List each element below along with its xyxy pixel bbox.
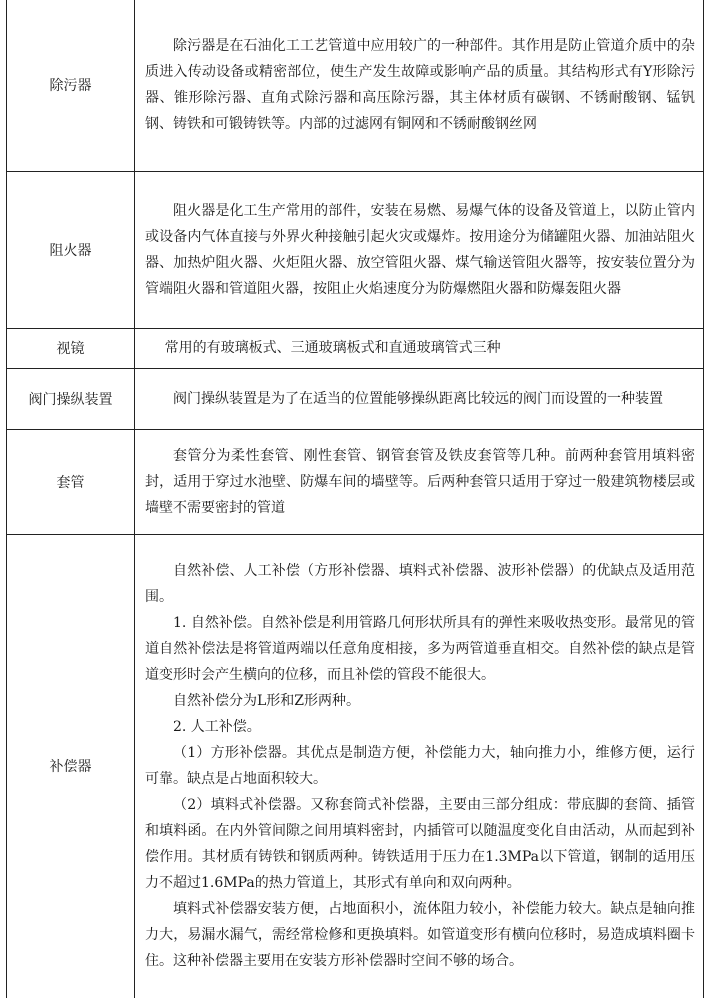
description-paragraph: 1. 自然补偿。自然补偿是利用管路几何形状所具有的弹性来吸收热变形。最常见的管道自然补偿法是将管道两端以任意角度相接，多为两管道垂直相交。自然补偿的缺点是管道变形时会产生横向的位移，而且补偿的管段不能很大。 (145, 615, 695, 684)
description-cell (135, 171, 704, 328)
table-row (7, 0, 704, 171)
description-paragraph: 阀门操纵装置是为了在适当的位置能够操纵距离比较远的阀门而设置的一种装置 (173, 390, 663, 407)
term-cell: 视镜 (7, 328, 135, 368)
description-paragraph: （2）填料式补偿器。又称套筒式补偿器，主要由三部分组成：带底脚的套筒、插管和填料函。在内外管间隙之间用填料密封，内插管可以随温度变化自由活动，从而起到补偿作用。其材质有铸铁和钢质两种。铸铁适用于压力在1.3MPa以下管道，钢制的适用压力不超过1.6MPa的热力管道上，其形式有单向和双向两种。 (145, 797, 695, 892)
description-paragraph: 填料式补偿器安装方便，占地面积小，流体阻力较小，补偿能力较大。缺点是轴向推力大，易漏水漏气，需经常检修和更换填料。如管道变形有横向位移时，易造成填料圈卡住。这种补偿器主要用在安装方形补偿器时空间不够的场合。 (145, 901, 695, 970)
description-cell (135, 534, 704, 998)
table-row (7, 368, 704, 429)
description-cell (135, 328, 704, 368)
description-cell (135, 0, 704, 171)
description-paragraph: 自然补偿、人工补偿（方形补偿器、填料式补偿器、波形补偿器）的优缺点及适用范围。 (145, 563, 695, 606)
description-cell (135, 368, 704, 429)
table-row (7, 534, 704, 998)
description-paragraph: 2. 人工补偿。 (173, 719, 261, 736)
description-paragraph: 自然补偿分为L形和Z形两种。 (173, 693, 361, 710)
term-cell: 阀门操纵装置 (7, 368, 135, 429)
description-paragraph: 除污器是在石油化工工艺管道中应用较广的一种部件。其作用是防止管道介质中的杂质进入传动设备或精密部位，使生产发生故障或影响产品的质量。其结构形式有Y形除污器、锥形除污器、直角式除污器和高压除污器，其主体材质有碳钢、不锈耐酸钢、锰钒钢、铸铁和可锻铸铁等。内部的过滤网有铜网和不锈耐酸钢丝网 (145, 38, 695, 133)
description-cell (135, 429, 704, 534)
term-cell: 阻火器 (7, 171, 135, 328)
table-row (7, 328, 704, 368)
term-cell: 补偿器 (7, 534, 135, 998)
term-cell: 套管 (7, 429, 135, 534)
components-table (6, 0, 704, 998)
description-paragraph: 套管分为柔性套管、刚性套管、钢管套管及铁皮套管等几种。前两种套管用填料密封，适用于穿过水池壁、防爆车间的墙壁等。后两种套管只适用于穿过一般建筑物楼层或墙壁不需要密封的管道 (145, 447, 695, 516)
table-row (7, 171, 704, 328)
description-paragraph: 常用的有玻璃板式、三通玻璃板式和直通玻璃管式三种 (164, 340, 501, 356)
description-paragraph: 阻火器是化工生产常用的部件，安装在易燃、易爆气体的设备及管道上，以防止管内或设备内气体直接与外界火种接触引起火灾或爆炸。按用途分为储罐阻火器、加油站阻火器、加热炉阻火器、火炬阻火器、放空管阻火器、煤气输送管阻火器等，按安装位置分为管端阻火器和管道阻火器，按阻止火焰速度分为防爆燃阻火器和防爆轰阻火器 (145, 202, 695, 297)
description-paragraph: （1）方形补偿器。其优点是制造方便，补偿能力大，轴向推力小，维修方便，运行可靠。缺点是占地面积较大。 (145, 745, 695, 788)
term-cell: 除污器 (7, 0, 135, 171)
table-row (7, 429, 704, 534)
